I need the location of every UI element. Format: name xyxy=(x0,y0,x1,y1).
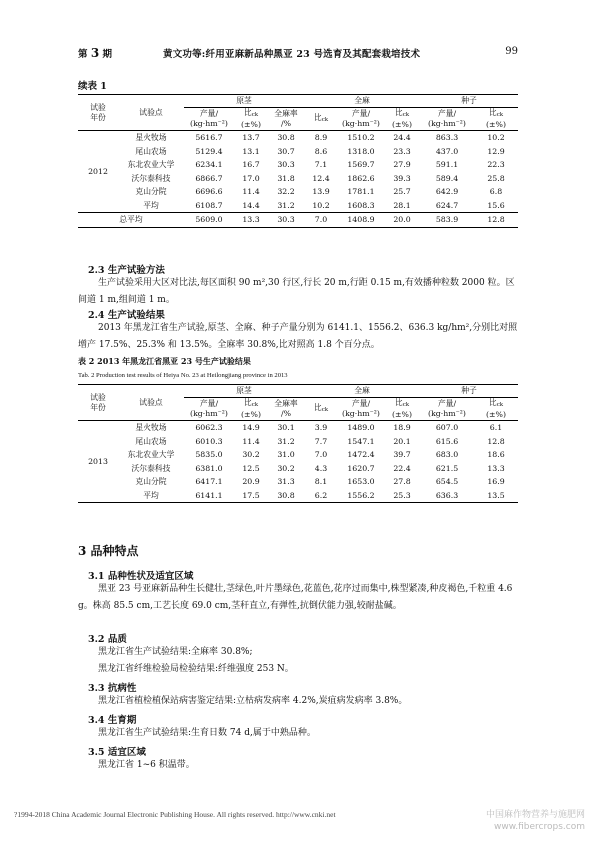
value-cell: 18.9 xyxy=(393,423,411,432)
table1-continued-label: 续表 1 xyxy=(78,81,107,92)
value-cell: 11.4 xyxy=(242,187,260,196)
group-header-seed: 种子 xyxy=(420,95,518,108)
value-cell: 5616.7 xyxy=(195,133,223,142)
site-cell: 克山分院 xyxy=(135,187,167,196)
site-cell: 星火牧场 xyxy=(135,133,167,142)
value-cell: 31.8 xyxy=(277,173,295,183)
value-cell: 863.3 xyxy=(435,133,459,142)
site-cell: 东北农业大学 xyxy=(127,450,175,459)
section-3-2-line1: 黑龙江省生产试验结果:全麻率 30.8%; xyxy=(98,647,253,657)
value-cell: 30.3 xyxy=(277,160,295,169)
value-cell: 30.2 xyxy=(242,450,260,459)
section-3-4-line1: 黑龙江省生产试验结果:生育日数 74 d,属于中熟品种。 xyxy=(98,728,316,738)
value-cell: 5609.0 xyxy=(184,213,234,228)
value-cell: 6010.3 xyxy=(195,436,223,446)
unit-cmp-seed: 比$_{ck}$ (±%) xyxy=(485,398,507,419)
value-cell: 7.0 xyxy=(304,213,338,228)
group-header-fiber: 全麻 xyxy=(304,385,420,398)
value-cell: 39.7 xyxy=(393,450,411,459)
value-cell: 30.8 xyxy=(277,490,295,500)
value-cell: 6866.7 xyxy=(195,173,223,183)
value-cell: 1569.7 xyxy=(347,160,375,169)
unit-cmp-stem: 比$_{ck}$ (±%) xyxy=(240,398,262,419)
value-cell: 1472.4 xyxy=(347,450,375,459)
value-cell: 12.8 xyxy=(487,436,505,446)
section-3-4-title: 3.4 生育期 xyxy=(88,715,137,726)
site-cell: 平均 xyxy=(143,490,159,500)
value-cell: 6108.7 xyxy=(195,200,223,210)
value-cell: 621.5 xyxy=(435,463,459,473)
unit-yield-stem: 产量/ (kg·hm⁻²) xyxy=(190,109,228,128)
value-cell: 6696.6 xyxy=(195,187,223,196)
col-year-header: 试验 年份 xyxy=(90,102,106,122)
value-cell: 3.9 xyxy=(314,423,328,432)
site-cell: 尾山农场 xyxy=(135,436,167,446)
value-cell: 13.3 xyxy=(234,213,268,228)
year-cell: 2013 xyxy=(88,456,108,466)
value-cell: 591.1 xyxy=(435,160,459,169)
value-cell: 7.7 xyxy=(314,436,328,446)
value-cell: 20.9 xyxy=(242,477,260,486)
value-cell: 15.6 xyxy=(487,200,505,210)
site-cell: 平均 xyxy=(143,200,159,210)
copyright-footer: ?1994-2018 China Academic Journal Electronic Publishing House. All rights reserved. http://www.cnki.net xyxy=(14,810,336,819)
value-cell: 607.0 xyxy=(435,423,459,432)
total-row xyxy=(78,213,518,228)
section-3-1-title: 3.1 品种性状及适宜区域 xyxy=(88,571,194,582)
value-cell: 636.3 xyxy=(435,490,459,500)
unit-cmp-fiber: 比$_{ck}$ (±%) xyxy=(391,398,413,419)
value-cell: 23.3 xyxy=(393,146,411,156)
value-cell: 6.1 xyxy=(489,423,503,432)
value-cell: 13.7 xyxy=(242,133,260,142)
value-cell: 12.9 xyxy=(487,146,505,156)
col-site-header: 试验点 xyxy=(139,107,163,117)
value-cell: 6417.1 xyxy=(195,477,223,486)
unit-yield-fiber: 产量/ (kg·hm⁻²) xyxy=(342,399,380,418)
section-2-4-text: 2013 年黑龙江省生产试验,原茎、全麻、种子产量分别为 6141.1、1556.2、636.3 kg/hm²,分别比对照增产 17.5%、25.3% 和 13.5%。全麻率 30.8%,比对照高 1.8 个百分点。 xyxy=(78,323,518,350)
value-cell: 11.4 xyxy=(242,436,260,446)
value-cell: 7.0 xyxy=(314,450,328,459)
table-row xyxy=(78,172,518,186)
col-year-header: 试验 年份 xyxy=(90,392,106,412)
table-row xyxy=(78,145,518,159)
section-2-3-text: 生产试验采用大区对比法,每区面积 90 m²,30 行区,行长 20 m,行距 0.15 m,有效播种粒数 2000 粒。区间道 1 m,组间道 1 m。 xyxy=(78,278,515,305)
value-cell: 8.6 xyxy=(314,146,328,156)
site-cell: 尾山农场 xyxy=(135,146,167,156)
section-3-2-title: 3.2 品质 xyxy=(88,634,127,645)
site-cell: 沃尔泰科技 xyxy=(131,173,171,183)
value-cell: 10.2 xyxy=(487,133,505,142)
section-3-5-title: 3.5 适宜区域 xyxy=(88,747,146,758)
group-header-stem: 原茎 xyxy=(184,385,304,398)
value-cell: 31.2 xyxy=(277,200,295,210)
value-cell: 16.7 xyxy=(242,160,260,169)
value-cell: 5129.4 xyxy=(195,146,223,156)
value-cell: 683.0 xyxy=(435,450,459,459)
table-row xyxy=(78,448,518,462)
value-cell: 615.6 xyxy=(435,436,459,446)
table1 xyxy=(78,94,518,228)
value-cell: 1489.0 xyxy=(347,423,375,432)
section-2-4-title: 2.4 生产试验结果 xyxy=(88,310,165,321)
value-cell: 654.5 xyxy=(435,477,459,486)
value-cell: 1653.0 xyxy=(347,477,375,486)
value-cell: 31.0 xyxy=(277,450,295,459)
value-cell: 27.9 xyxy=(393,160,411,169)
value-cell: 8.1 xyxy=(314,477,328,486)
value-cell: 27.8 xyxy=(393,477,411,486)
value-cell: 6.8 xyxy=(489,187,503,196)
group-header-stem: 原茎 xyxy=(184,95,304,108)
value-cell: 30.2 xyxy=(277,463,295,473)
table2-caption-en: Tab. 2 Production test results of Heiya No. 23 at Heilongjiang province in 2013 xyxy=(78,372,288,379)
value-cell: 24.4 xyxy=(393,133,411,142)
value-cell: 39.3 xyxy=(393,173,411,183)
table-row xyxy=(78,475,518,489)
value-cell: 1862.6 xyxy=(347,173,375,183)
value-cell: 30.1 xyxy=(277,423,295,432)
section-3-2-line2: 黑龙江省纤维检验局检验结果:纤维强度 253 N。 xyxy=(98,664,294,674)
value-cell: 25.8 xyxy=(487,173,505,183)
site-cell: 沃尔泰科技 xyxy=(131,463,171,473)
site-cell: 东北农业大学 xyxy=(127,160,175,169)
unit-yield-stem: 产量/ (kg·hm⁻²) xyxy=(190,399,228,418)
value-cell: 6234.1 xyxy=(195,160,223,169)
value-cell: 17.0 xyxy=(242,173,260,183)
watermark-cn: 中国麻作物营养与施肥网 xyxy=(485,810,585,820)
value-cell: 30.7 xyxy=(277,146,295,156)
value-cell: 18.6 xyxy=(487,450,505,459)
value-cell: 10.2 xyxy=(312,200,330,210)
value-cell: 22.4 xyxy=(393,463,411,473)
value-cell: 1608.3 xyxy=(347,200,375,210)
section-3-3-line1: 黑龙江省植检植保站病害鉴定结果:立枯病发病率 4.2%,炭疽病发病率 3.8%。 xyxy=(98,696,408,706)
unit-cmp-rate: 比$_{ck}$ xyxy=(313,403,329,413)
value-cell: 6381.0 xyxy=(195,463,223,473)
table-row xyxy=(78,158,518,172)
section-3-title: 3 品种特点 xyxy=(78,544,139,558)
running-header xyxy=(78,44,518,62)
value-cell: 583.9 xyxy=(420,213,474,228)
value-cell: 1556.2 xyxy=(347,490,375,500)
value-cell: 1620.7 xyxy=(347,463,375,473)
value-cell: 4.3 xyxy=(314,463,328,473)
value-cell: 12.8 xyxy=(474,213,518,228)
table2-caption-cn: 表 2 2013 年黑龙江省黑亚 23 号生产试验结果 xyxy=(78,356,251,366)
value-cell: 25.3 xyxy=(393,490,411,500)
value-cell: 16.9 xyxy=(487,477,505,486)
value-cell: 1510.2 xyxy=(347,133,375,142)
site-cell: 克山分院 xyxy=(135,477,167,486)
table-row xyxy=(78,421,518,435)
value-cell: 437.0 xyxy=(435,146,459,156)
value-cell: 25.7 xyxy=(393,187,411,196)
year-cell: 2012 xyxy=(88,166,108,176)
value-cell: 1318.0 xyxy=(347,146,375,156)
value-cell: 5835.0 xyxy=(195,450,223,459)
total-label: 总平均 xyxy=(78,213,184,228)
unit-fiber-rate: 全麻率 /% xyxy=(274,399,298,418)
table-row xyxy=(78,435,518,449)
page-number: 99 xyxy=(505,46,518,57)
value-cell: 12.4 xyxy=(312,173,330,183)
unit-yield-seed: 产量/ (kg·hm⁻²) xyxy=(428,109,466,128)
unit-cmp-seed: 比$_{ck}$ (±%) xyxy=(485,108,507,129)
value-cell: 14.4 xyxy=(242,200,260,210)
value-cell: 13.5 xyxy=(487,490,505,500)
value-cell: 17.5 xyxy=(242,490,260,500)
section-2-3-title: 2.3 生产试验方法 xyxy=(88,265,165,276)
value-cell: 32.2 xyxy=(277,187,295,196)
value-cell: 1781.1 xyxy=(347,187,375,196)
watermark-url: www.fibercrops.com xyxy=(494,822,585,832)
value-cell: 1408.9 xyxy=(338,213,384,228)
value-cell: 20.0 xyxy=(384,213,420,228)
table-row xyxy=(78,185,518,199)
value-cell: 14.9 xyxy=(242,423,260,432)
section-3-5-line1: 黑龙江省 1~6 积温带。 xyxy=(98,760,195,770)
site-cell: 星火牧场 xyxy=(135,423,167,432)
value-cell: 12.5 xyxy=(242,463,260,473)
group-header-fiber: 全麻 xyxy=(304,95,420,108)
value-cell: 6062.3 xyxy=(195,423,223,432)
section-3-3-title: 3.3 抗病性 xyxy=(88,683,137,694)
unit-yield-fiber: 产量/ (kg·hm⁻²) xyxy=(342,109,380,128)
value-cell: 13.1 xyxy=(242,146,260,156)
unit-cmp-stem: 比$_{ck}$ (±%) xyxy=(240,108,262,129)
value-cell: 22.3 xyxy=(487,160,505,169)
section-3-1-text: 黑亚 23 号亚麻新品种生长健壮,茎绿色,叶片墨绿色,花蓝色,花序过而集中,株型紧凑,种皮褐色,千粒重 4.6 g。株高 85.5 cm,工艺长度 69.0 cm,茎秆直立,有弹性,抗倒伏能力强,较耐盐碱。 xyxy=(78,584,513,611)
unit-cmp-rate: 比$_{ck}$ xyxy=(313,113,329,123)
value-cell: 13.3 xyxy=(487,463,505,473)
value-cell: 31.3 xyxy=(277,477,295,486)
unit-cmp-fiber: 比$_{ck}$ (±%) xyxy=(391,108,413,129)
unit-fiber-rate: 全麻率 /% xyxy=(274,109,298,128)
value-cell: 642.9 xyxy=(435,187,459,196)
value-cell: 13.9 xyxy=(312,187,330,196)
col-site-header: 试验点 xyxy=(139,397,163,407)
table-row xyxy=(78,489,518,503)
value-cell: 1547.1 xyxy=(347,436,375,446)
unit-yield-seed: 产量/ (kg·hm⁻²) xyxy=(428,399,466,418)
table-row xyxy=(78,462,518,476)
value-cell: 30.3 xyxy=(268,213,304,228)
group-header-seed: 种子 xyxy=(420,385,518,398)
issue-label: 第 3 期 xyxy=(78,46,113,60)
value-cell: 30.8 xyxy=(277,133,295,142)
table2 xyxy=(78,384,518,503)
value-cell: 7.1 xyxy=(314,160,328,169)
value-cell: 28.1 xyxy=(393,200,411,210)
value-cell: 31.2 xyxy=(277,436,295,446)
running-title: 黄文功等:纤用亚麻新品种黑亚 23 号选育及其配套栽培技术 xyxy=(163,49,421,60)
value-cell: 6.2 xyxy=(314,490,328,500)
table-row xyxy=(78,131,518,145)
table-row xyxy=(78,199,518,213)
value-cell: 20.1 xyxy=(393,436,411,446)
value-cell: 6141.1 xyxy=(195,490,223,500)
value-cell: 8.9 xyxy=(314,133,328,142)
value-cell: 589.4 xyxy=(435,173,459,183)
value-cell: 624.7 xyxy=(435,200,459,210)
